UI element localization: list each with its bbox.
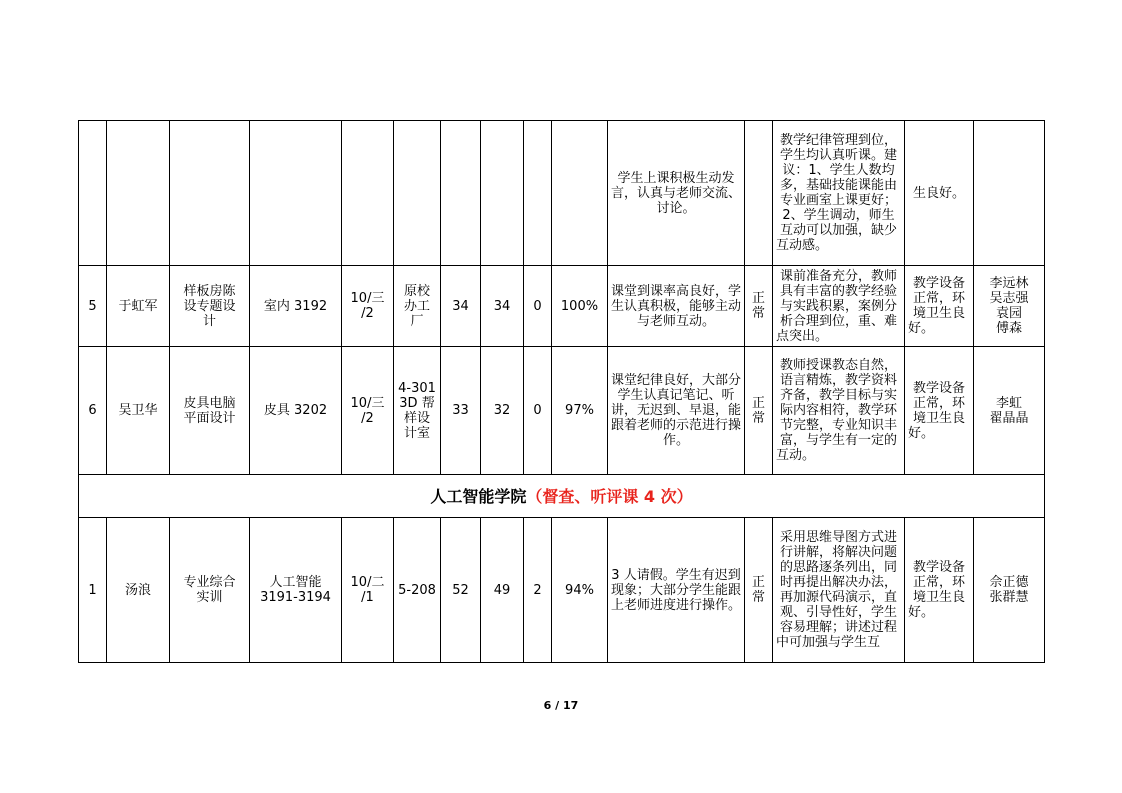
inspector-name: 袁园 [995, 306, 1022, 321]
actual-cell: 34 [481, 266, 524, 347]
feedback-cell: 学生上课积极生动发言，认真与老师交流、讨论。 [608, 121, 745, 266]
place-line: 计室 [403, 425, 430, 441]
status-line: 正 [751, 395, 765, 411]
status-line: 常 [751, 410, 765, 426]
place-line: 3D 帮 [399, 395, 435, 411]
table-row [79, 518, 1045, 663]
inspector-name: 李远林 [989, 276, 1029, 291]
status-cell [745, 121, 773, 266]
rate-cell [552, 121, 608, 266]
no-cell: 5 [79, 266, 107, 347]
time-line: 10/三 [350, 395, 385, 411]
course-line: 设专题设 [183, 298, 236, 314]
leave-cell: 0 [524, 347, 552, 475]
class-cell: 皮具 3202 [250, 347, 342, 475]
course-line: 实训 [196, 590, 223, 605]
status-line: 正 [751, 291, 765, 306]
inspectors-cell [974, 266, 1045, 347]
expected-cell: 33 [441, 347, 481, 475]
place-cell [394, 266, 441, 347]
table-row [79, 266, 1045, 347]
class-cell [250, 121, 342, 266]
class-cell: 室内 3192 [250, 266, 342, 347]
leave-cell: 2 [524, 518, 552, 663]
expected-cell: 52 [441, 518, 481, 663]
course-cell [170, 121, 250, 266]
expected-cell: 34 [441, 266, 481, 347]
inspectors-cell [974, 518, 1045, 663]
actual-cell: 49 [481, 518, 524, 663]
course-line: 专业综合 [183, 575, 236, 590]
inspectors-cell [974, 121, 1045, 266]
inspector-name: 傅森 [995, 321, 1022, 336]
course-line: 皮具电脑 [183, 395, 236, 411]
facility-cell: 教学设备正常，环境卫生良好。 [905, 266, 974, 347]
section-header [79, 475, 1045, 518]
page-number: 6 / 17 [543, 699, 579, 712]
evaluation-cell: 课前准备充分，教师具有丰富的教学经验与实践积累，案例分析合理到位，重、难点突出。 [773, 266, 905, 347]
inspectors-cell [974, 347, 1045, 475]
rate-cell: 97% [552, 347, 608, 475]
evaluation-cell: 教学纪律管理到位，学生均认真听课。建议：1、学生人数均多，基础技能课能由专业画室上课更好；2、学生调动，师生互动可以加强，缺少互动感。 [773, 121, 905, 266]
teacher-cell: 吴卫华 [107, 347, 170, 475]
actual-cell: 32 [481, 347, 524, 475]
inspector-name: 张群慧 [989, 590, 1029, 605]
section-header-row [79, 475, 1045, 518]
status-line: 常 [751, 590, 765, 605]
status-line: 正 [751, 575, 765, 590]
time-cell [342, 266, 394, 347]
time-cell [342, 518, 394, 663]
inspector-name: 佘正德 [989, 575, 1029, 590]
course-line: 样板房陈 [183, 283, 236, 299]
section-title: 人工智能学院 [430, 486, 527, 506]
time-line: 10/二 [350, 575, 385, 590]
status-cell [745, 347, 773, 475]
course-cell [170, 518, 250, 663]
leave-cell [524, 121, 552, 266]
place-cell [394, 347, 441, 475]
teacher-cell: 汤浪 [107, 518, 170, 663]
no-cell: 6 [79, 347, 107, 475]
inspector-name: 吴志强 [989, 291, 1029, 306]
no-cell [79, 121, 107, 266]
time-line: /2 [361, 306, 374, 321]
no-cell: 1 [79, 518, 107, 663]
time-line: 10/三 [350, 291, 385, 306]
actual-cell [481, 121, 524, 266]
course-cell [170, 266, 250, 347]
table-row [79, 347, 1045, 475]
feedback-cell: 课堂纪律良好，大部分学生认真记笔记、听讲，无迟到、早退，能跟着老师的示范进行操作。 [608, 347, 745, 475]
place-line: 厂 [410, 313, 424, 329]
leave-cell: 0 [524, 266, 552, 347]
place-line: 原校 [403, 283, 430, 299]
facility-cell: 生良好。 [905, 121, 974, 266]
inspector-name: 翟晶晶 [989, 410, 1029, 426]
place-line: 办工 [403, 298, 430, 314]
evaluation-cell: 教师授课教态自然，语言精炼，教学资料齐备，教学目标与实际内容相符，教学环节完整，专业知识丰富，与学生有一定的互动。 [773, 347, 905, 475]
table-row [79, 121, 1045, 266]
time-line: /2 [361, 410, 374, 426]
place-line: 4-301 [398, 380, 436, 396]
course-cell [170, 347, 250, 475]
feedback-cell: 课堂到课率高良好，学生认真积极，能够主动与老师互动。 [608, 266, 745, 347]
course-line: 计 [202, 313, 216, 329]
facility-cell: 教学设备正常，环境卫生良好。 [905, 347, 974, 475]
section-note: （督查、听评课 4 次） [526, 486, 693, 506]
time-cell [342, 121, 394, 266]
status-cell [745, 518, 773, 663]
inspector-name: 李虹 [995, 395, 1022, 411]
facility-cell: 教学设备正常，环境卫生良好。 [905, 518, 974, 663]
teacher-cell [107, 121, 170, 266]
rate-cell: 94% [552, 518, 608, 663]
time-cell [342, 347, 394, 475]
evaluation-cell: 采用思维导图方式进行讲解，将解决问题的思路逐条列出，同时再提出解决办法，再加源代码演示，直观、引导性好，学生容易理解；讲述过程中可加强与学生互 [773, 518, 905, 663]
class-cell [250, 518, 342, 663]
expected-cell [441, 121, 481, 266]
time-line: /1 [361, 590, 374, 605]
class-line: 人工智能 [269, 575, 322, 590]
rate-cell: 100% [552, 266, 608, 347]
inspection-table [78, 120, 1045, 663]
status-line: 常 [751, 306, 765, 321]
class-line: 3191-3194 [260, 590, 331, 605]
course-line: 平面设计 [183, 410, 236, 426]
place-cell [394, 121, 441, 266]
place-line: 样设 [403, 410, 430, 426]
place-cell: 5-208 [394, 518, 441, 663]
teacher-cell: 于虹军 [107, 266, 170, 347]
feedback-cell: 3 人请假。学生有迟到现象；大部分学生能跟上老师进度进行操作。 [608, 518, 745, 663]
status-cell [745, 266, 773, 347]
